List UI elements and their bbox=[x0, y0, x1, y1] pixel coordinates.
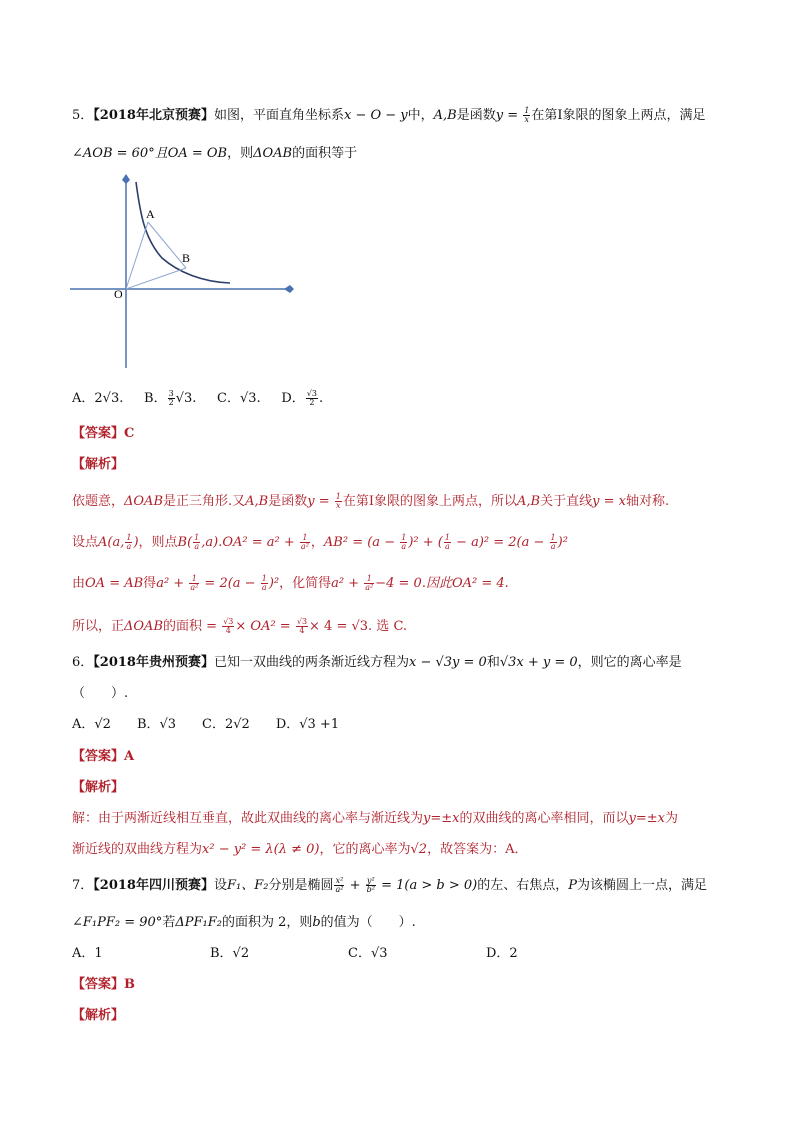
q7-text: 若 bbox=[162, 915, 176, 930]
sol-math: y=±x bbox=[423, 811, 460, 826]
q5-option-d-prefix: D． bbox=[281, 391, 305, 406]
q7-stem-line2 bbox=[72, 914, 416, 932]
q7-option-a: A．1 bbox=[72, 946, 103, 961]
q5-fraction: $\frac{1}{x}$ bbox=[524, 106, 530, 124]
q5-stem-line2 bbox=[72, 145, 357, 163]
q5-text: 在第Ⅰ象限的图象上两点，满足 bbox=[531, 108, 706, 123]
q5-source-tag: 【2018年北京预赛】 bbox=[93, 108, 214, 123]
q7-option-b: B．√2 bbox=[210, 946, 250, 961]
sol-text: 是函数 bbox=[268, 494, 308, 509]
sol-text: ， bbox=[310, 535, 324, 550]
q5-option-c: C．√3. bbox=[217, 391, 261, 406]
sol-math: A,B bbox=[245, 494, 269, 509]
q5-text: 的面积等于 bbox=[292, 146, 358, 161]
sol-text: 为 bbox=[664, 811, 678, 826]
sol-math: √2 bbox=[410, 842, 428, 857]
q6-text: 已知一双曲线的两条渐近线方程为 bbox=[213, 655, 409, 670]
segment-oa bbox=[126, 222, 148, 289]
q6-text: 和 bbox=[486, 655, 500, 670]
q5-option-b-value: √3. bbox=[175, 391, 197, 406]
sol-math: y = x bbox=[592, 494, 626, 509]
q6-eq1: x − √3y = 0 bbox=[408, 655, 487, 670]
sol-text: ，它的离心率为 bbox=[319, 842, 411, 857]
q7-triangle: ΔPF₁F₂ bbox=[175, 915, 222, 930]
q7-frac-y: $\frac{\text{y²}}{\text{b²}}$ bbox=[366, 876, 375, 894]
label-b: B bbox=[182, 251, 191, 265]
q5-points: A,B bbox=[433, 108, 457, 123]
sol-math: −4 = 0.因此 bbox=[375, 576, 452, 591]
q5-analysis-label: 【解析】 bbox=[72, 457, 125, 472]
q7-ellipse-tail: = 1(a > b > 0) bbox=[376, 878, 478, 893]
q6-solution-line1 bbox=[72, 810, 678, 828]
sol-math: x² − y² = λ(λ ≠ 0) bbox=[202, 842, 320, 857]
equation: a² + $\frac{1}{\text{a²}}$ = 2(a − $\frac{1}{a}$ )² bbox=[156, 574, 280, 592]
q7-source-tag: 【2018年四川预赛】 bbox=[93, 878, 214, 893]
q5-text: ，则 bbox=[227, 146, 254, 161]
q5-stem-line1 bbox=[72, 107, 706, 125]
q7-analysis-label: 【解析】 bbox=[72, 1008, 125, 1023]
q5-solution-line1 bbox=[72, 493, 669, 511]
q6-source-tag: 【2018年贵州预赛】 bbox=[93, 655, 214, 670]
sol-text: 得 bbox=[143, 576, 157, 591]
q5-solution-line2: 设点A(a, $\frac{1}{a}$ )，则点B( $\frac{1}{a}$ ,a).OA² = a² + $\frac{1}{\text{a²}}$ ，AB² = (a − $\frac{1}{a}$ )² + ( $\frac{1}{a}$ − a)² = 2(a − $\frac{1}{a}$ )² bbox=[72, 533, 568, 551]
sol-text: . 选 C. bbox=[368, 619, 408, 634]
sol-text: 是正三角形.又 bbox=[163, 494, 246, 509]
q6-stem-line1 bbox=[72, 654, 682, 672]
q6-eq2: √3x + y = 0 bbox=[499, 655, 578, 670]
sol-frac: $\frac{1}{\text{a²}}$ bbox=[300, 533, 309, 551]
sol-frac: $\frac{√3}{4}$ bbox=[223, 617, 234, 635]
y-axis-arrow bbox=[122, 174, 130, 184]
sol-text: 由 bbox=[72, 576, 86, 591]
q6-answer: 【答案】A bbox=[72, 749, 135, 764]
sol-text: 设点 bbox=[72, 535, 99, 550]
sol-text: ，故答案为：A． bbox=[427, 842, 528, 857]
q7-answer: 【答案】B bbox=[72, 977, 135, 992]
ab-squared-expr: (a − $\frac{1}{a}$ )² + ( $\frac{1}{a}$ − a)² = 2(a − $\frac{1}{a}$ )² bbox=[367, 533, 568, 551]
q5-option-b bbox=[144, 391, 196, 406]
sol-text: 的双曲线的离心率相同，而以 bbox=[459, 811, 629, 826]
sol-math: × OA² = bbox=[235, 619, 291, 634]
q7-text: 分别是椭圆 bbox=[268, 878, 334, 893]
q7-option-d: D．2 bbox=[486, 946, 518, 961]
q6-paren: （ ）. bbox=[72, 686, 129, 701]
q7-point-p: P bbox=[568, 878, 577, 893]
sol-math: OA² = a² + bbox=[222, 535, 299, 550]
q7-foci: F₁、F₂ bbox=[226, 878, 269, 893]
q5-option-b-prefix: B． bbox=[144, 391, 167, 406]
hyperbola-curve bbox=[136, 182, 230, 283]
q5-condition: ∠AOB = 60°且OA = OB bbox=[72, 146, 228, 161]
sol-text: 的面积 bbox=[163, 619, 203, 634]
q7-text: 设 bbox=[213, 878, 227, 893]
point-a: A(a, $\frac{1}{a}$ ) bbox=[98, 533, 139, 551]
q5-number: 5． bbox=[72, 108, 94, 123]
sol-math: OA = AB bbox=[85, 576, 144, 591]
q7-text: 的面积为 2，则 bbox=[221, 915, 313, 930]
sol-math: y=±x bbox=[628, 811, 665, 826]
q6-solution-line2 bbox=[72, 841, 527, 859]
q5-option-b-frac: $\frac{3}{2}$ bbox=[168, 389, 174, 407]
sol-text: 轴对称. bbox=[625, 494, 670, 509]
q5-option-d: D． $\frac{√3}{2}$ . bbox=[281, 389, 324, 407]
sol-math: × 4 = √3 bbox=[309, 619, 369, 634]
sol-text: 解：由于两渐近线相互垂直，故此双曲线的离心率与渐近线为 bbox=[72, 811, 424, 826]
sol-text: 在第Ⅰ象限的图象上两点，所以 bbox=[342, 494, 517, 509]
q7-text: 为该椭圆上一点，满足 bbox=[576, 878, 707, 893]
q5-graph bbox=[66, 172, 294, 370]
q6-analysis-label: 【解析】 bbox=[72, 780, 125, 795]
q7-option-c: C．√3 bbox=[348, 946, 388, 961]
sol-math: ΔOAB bbox=[124, 494, 164, 509]
q5-text: 如图，平面直角坐标系 bbox=[213, 108, 344, 123]
sol-frac: $\frac{1}{x}$ bbox=[335, 492, 341, 510]
sol-text: ，则点 bbox=[138, 535, 178, 550]
x-axis-arrow bbox=[284, 285, 294, 293]
q7-frac-x: $\frac{\text{x²}}{\text{a²}}$ bbox=[335, 876, 344, 894]
q7-text: 的左、右焦点， bbox=[477, 878, 569, 893]
q5-axes: x − O − y bbox=[343, 108, 408, 123]
q5-option-d-frac: $\frac{√3}{2}$ bbox=[306, 389, 317, 407]
sol-math: OA² = 4. bbox=[451, 576, 509, 591]
q5-option-a: A．2√3. bbox=[72, 391, 124, 406]
sol-frac: $\frac{√3}{4}$ bbox=[296, 617, 308, 635]
q7-b: b bbox=[312, 915, 321, 930]
sol-math: ΔOAB bbox=[124, 619, 164, 634]
q7-stem-line1: 7．【2018年四川预赛】设F₁、F₂分别是椭圆 $\frac{\text{x²}}{\text{a²}}$ + $\frac{\text{y²}}{\text{b²}}$ = 1(a > b > 0)的左、右焦点，P为该椭圆上一点，满足 bbox=[72, 876, 707, 894]
sol-math: y = bbox=[307, 494, 334, 509]
label-o: O bbox=[114, 287, 123, 301]
q5-text: 中， bbox=[407, 108, 434, 123]
q5-function: y = bbox=[495, 108, 523, 123]
sol-text: 依题意， bbox=[72, 494, 125, 509]
q5-triangle: ΔOAB bbox=[253, 146, 293, 161]
q7-number: 7． bbox=[72, 878, 94, 893]
sol-math: AB² = bbox=[323, 535, 368, 550]
q7-text: 的值为（ ）. bbox=[320, 915, 416, 930]
q5-options bbox=[72, 390, 323, 408]
point-b: B( $\frac{1}{a}$ ,a) bbox=[177, 533, 219, 551]
q6-options: A．√2 B．√3 C．2√2 D．√3 +1 bbox=[72, 717, 340, 732]
q5-solution-line4: 所以，正ΔOAB的面积 = $\frac{√3}{4}$ × OA² = $\frac{√3}{4}$ × 4 = √3. 选 C. bbox=[72, 617, 408, 635]
q6-text: ，则它的离心率是 bbox=[577, 655, 682, 670]
simplified: a² + $\frac{1}{\text{a²}}$ bbox=[331, 574, 374, 592]
q5-solution-line3 bbox=[72, 575, 509, 593]
q7-condition: ∠F₁PF₂ = 90° bbox=[72, 915, 163, 930]
q5-text: 是函数 bbox=[456, 108, 496, 123]
q6-number: 6． bbox=[72, 655, 94, 670]
sol-text: 所以，正 bbox=[72, 619, 125, 634]
sol-text: 关于直线 bbox=[540, 494, 593, 509]
sol-text: 渐近线的双曲线方程为 bbox=[72, 842, 203, 857]
q5-answer: 【答案】C bbox=[72, 426, 135, 441]
sol-text: ，化简得 bbox=[279, 576, 332, 591]
sol-math: A,B bbox=[517, 494, 541, 509]
segment-ob bbox=[126, 268, 186, 289]
label-a: A bbox=[146, 207, 155, 221]
